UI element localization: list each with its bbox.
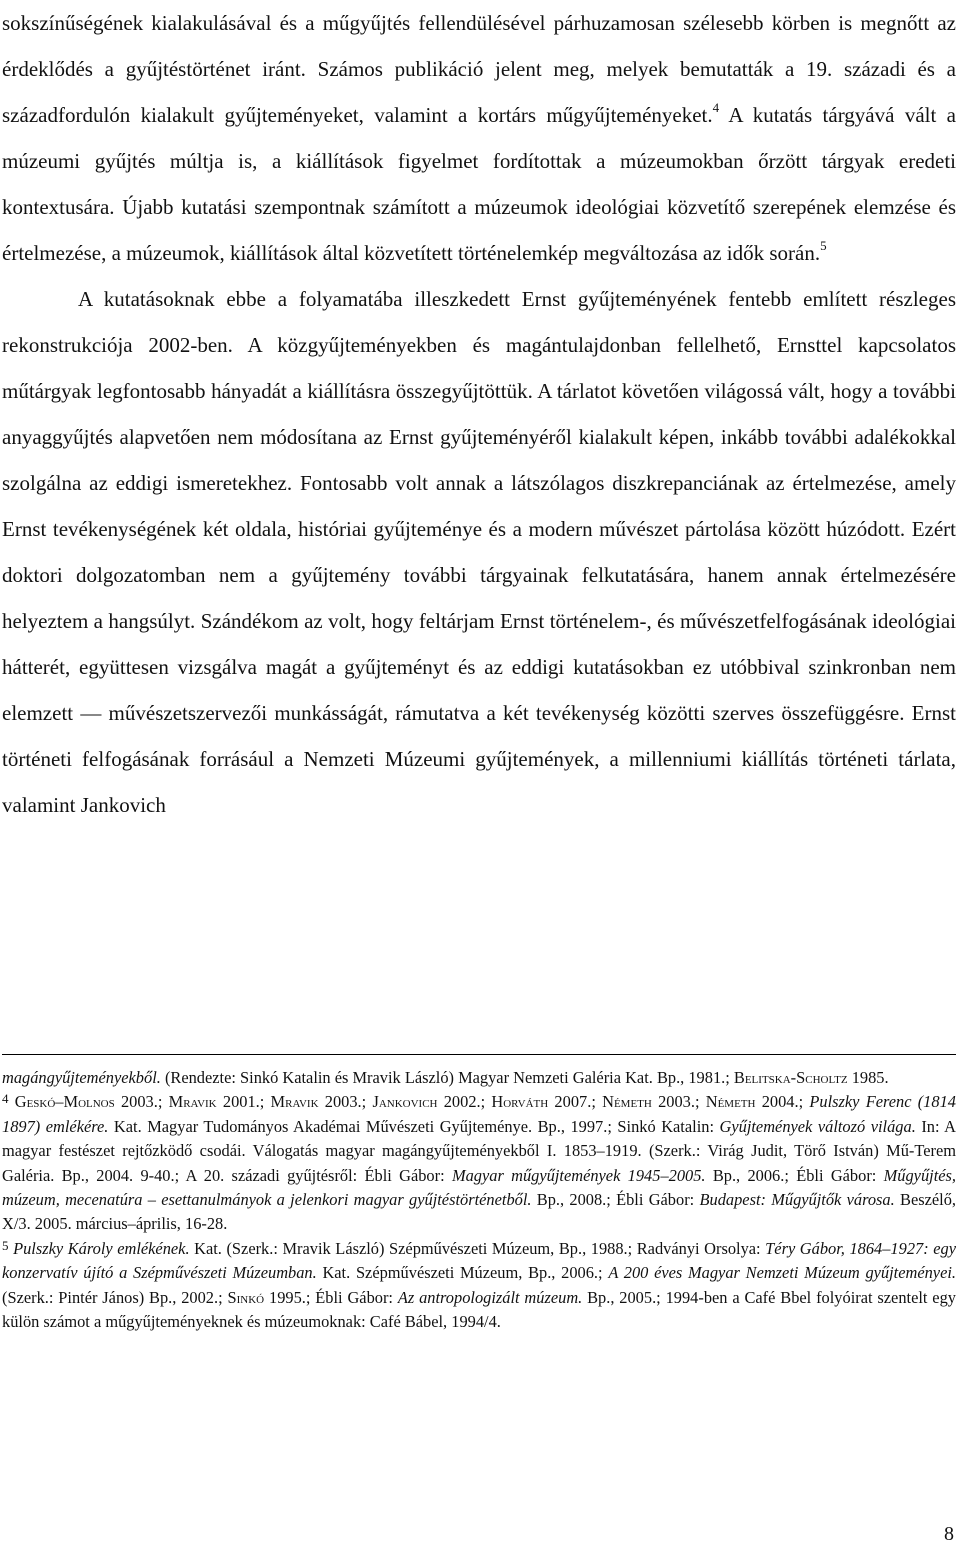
paragraph-2: A kutatásoknak ebbe a folyamatába illeszkedett Ernst gyűjteményének fentebb említett részleges rekonstrukciója 2002-ben. A közgyűjteményekben és magántulajdonban fellelhető, Ernsttel kapcsolatos műtárgyak legfontosabb hányadát a kiállításra összegyűjtöttük. A tárlatot követően világossá vált, hogy a további anyaggyűjtés alapvetően nem módosítana az Ernst gyűjteményéről kialakult képen, inkább további adalékokkal szolgálna az eddigi ismeretekhez. Fontosabb volt annak a látszólagos diszkrepanciának az értelmezése, amely Ernst tevékenységének két oldala, históriai gyűjteménye és a modern művészet pártolása között húzódott. Ezért doktori dolgozatomban nem a gyűjtemény további tárgyainak felkutatására, hanem annak értelmezésére helyeztem a hangsúlyt. Szándékom az volt, hogy feltárjam Ernst történelem-, és művészetfelfogásának ideológiai hátterét, együttesen vizsgálva magát a gyűjteményt és az eddigi kutatásokban ez utóbbival szinkronban nem elemzett — művészetszervezői munkásságát, rámutatva a két tevékenység közötti szerves összefüggésre. Ernst történeti felfogásának forrásául a Nemzeti Múzeumi gyűjtemények, a millenniumi kiállítás történeti tárlata, valamint Jankovich bbox=[2, 287, 956, 817]
footnote-number: 5 bbox=[2, 1237, 9, 1253]
footnote-ref-4: 4 bbox=[712, 100, 720, 115]
footnote-separator bbox=[2, 1054, 956, 1055]
footnote-4: $^4$ Geskó–Molnos 2003.; Mravik 2001.; Mravik 2003.; Jankovich 2002.; Horváth 2007.; Németh 2003.; Németh 2004.; Pulszky Ferenc (1814 1897) emlékére. Kat. Magyar Tudományos Akadémai Művészeti Gyűjteménye. Bp., 1997.; Sinkó Katalin: Gyűjtemények változó világa. In: A magyar festészet rejtőzködő csodái. Válogatás magyar magángyűjteményekből I. 1853–1919. (Szerk.: Virág Judit, Törő István) Mű-Terem Galéria. Bp., 2004. 9-40.; A 20. századi gyűjtésről: Ébli Gábor: Magyar műgyűjtemények 1945–2005. Bp., 2006.; Ébli Gábor: Műgyűjtés, múzeum, mecenatúra – esettanulmányok a jelenkori magyar gyűjtéstörténetből. Bp., 2008.; Ébli Gábor: Budapest: Műgyűjtők városa. Beszélő, X/3. 2005. március–április, 16-28. bbox=[2, 1091, 957, 1234]
paragraph-1: sokszínűségének kialakulásával és a műgyűjtés fellendülésével párhuzamosan szélesebb körben is megnőtt az érdeklődés a gyűjtéstörténet iránt. Számos publikáció jelent meg, melyek bemutatták a 19. századi és a századfordulón kialakult gyűjteményeket, valamint a kortárs műgyűjteményeket.$^4$ A kutatás tárgyává vált a múzeumi gyűjtés múltja is, a kiállítások figyelmet fordítottak a múzeumokban őrzött tárgyak eredeti kontextusára. Újabb kutatási szempontnak számított a múzeumok ideológiai közvetítő szerepének elemzése és értelmezése, a múzeumok, kiállítások által közvetített történelemkép megváltozása az idők során.$^5$ bbox=[2, 11, 956, 265]
footnote-number: 4 bbox=[2, 1091, 9, 1107]
footnote-5: $^5$ Pulszky Károly emlékének. Kat. (Szerk.: Mravik László) Szépművészeti Múzeum, Bp., 1988.; Radványi Orsolya: Téry Gábor, 1864–1927: egy konzervatív újító a Szépművészeti Múzeumban. Kat. Szépművészeti Múzeum, Bp., 2006.; A 200 éves Magyar Nemzeti Múzeum gyűjteményei. (Szerk.: Pintér János) Bp., 2002.; Sinkó 1995.; Ébli Gábor: Az antropologizált múzeum. Bp., 2005.; 1994-ben a Café Bbel folyóirat szentelt egy külön számot a műgyűjteményeknek és múzeumoknak: Café Bábel, 1994/4. bbox=[2, 1237, 956, 1332]
main-text bbox=[2, 0, 956, 828]
page-number: 8 bbox=[944, 1523, 954, 1545]
footnote-ref-5: 5 bbox=[820, 238, 827, 253]
footnotes bbox=[2, 1066, 956, 1334]
footnote-continuation: magángyűjteményekből. (Rendezte: Sinkó Katalin és Mravik László) Magyar Nemzeti Galéria Kat. Bp., 1981.; Belitska-Scholtz 1985. bbox=[2, 1068, 889, 1087]
